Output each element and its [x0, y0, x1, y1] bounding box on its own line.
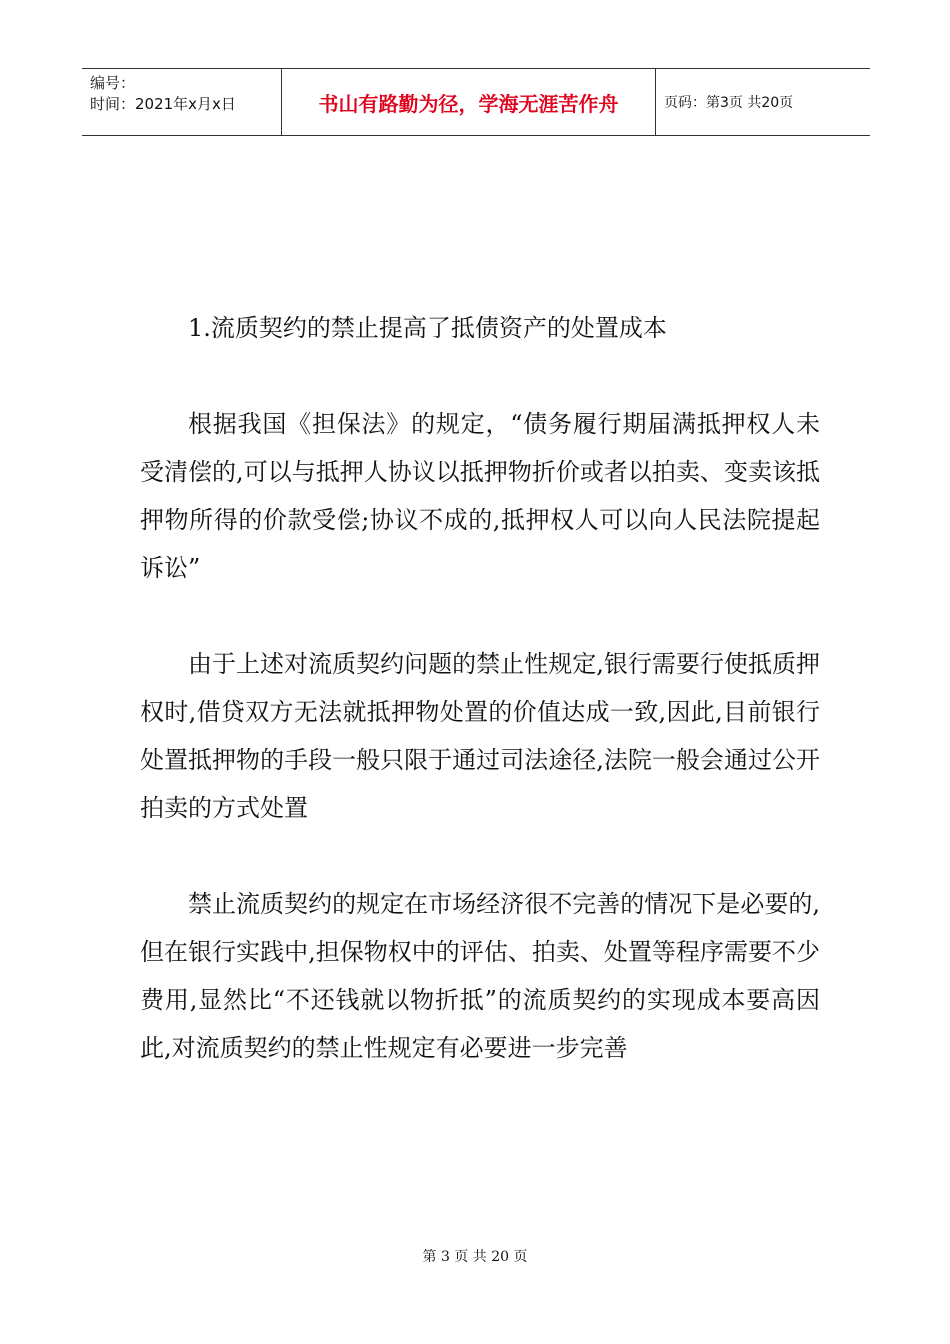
header-page-info: 页码：第3页 共20页 — [664, 95, 794, 111]
document-date: 时间：2021年x月x日 — [90, 95, 236, 113]
paragraph-2: 由于上述对流质契约问题的禁止性规定,银行需要行使抵质押权时,借贷双方无法就抵押物处置的价值达成一致,因此,目前银行处置抵押物的手段一般只限于通过司法途径,法院一般会通过公开拍卖的方式处置 — [140, 650, 820, 822]
header-meta — [82, 69, 282, 135]
header-motto: 书山有路勤为径，学海无涯苦作舟 — [282, 69, 656, 135]
paragraph-3: 禁止流质契约的规定在市场经济很不完善的情况下是必要的,但在银行实践中,担保物权中的评估、拍卖、处置等程序需要不少费用,显然比“不还钱就以物折抵”的流质契约的实现成本要高因此,对流质契约的禁止性规定有必要进一步完善 — [140, 890, 820, 1062]
section-heading: 1.流质契约的禁止提高了抵债资产的处置成本 — [188, 314, 667, 342]
paragraph-1: 根据我国《担保法》的规定，“债务履行期届满抵押权人未受清偿的,可以与抵押人协议以抵押物折价或者以拍卖、变卖该抵押物所得的价款受偿;协议不成的,抵押权人可以向人民法院提起诉讼” — [140, 410, 820, 582]
document-body — [140, 304, 820, 1072]
page-header — [82, 68, 870, 136]
page-footer: 第 3 页 共 20 页 — [422, 1249, 528, 1265]
document-number-label: 编号： — [90, 74, 136, 92]
